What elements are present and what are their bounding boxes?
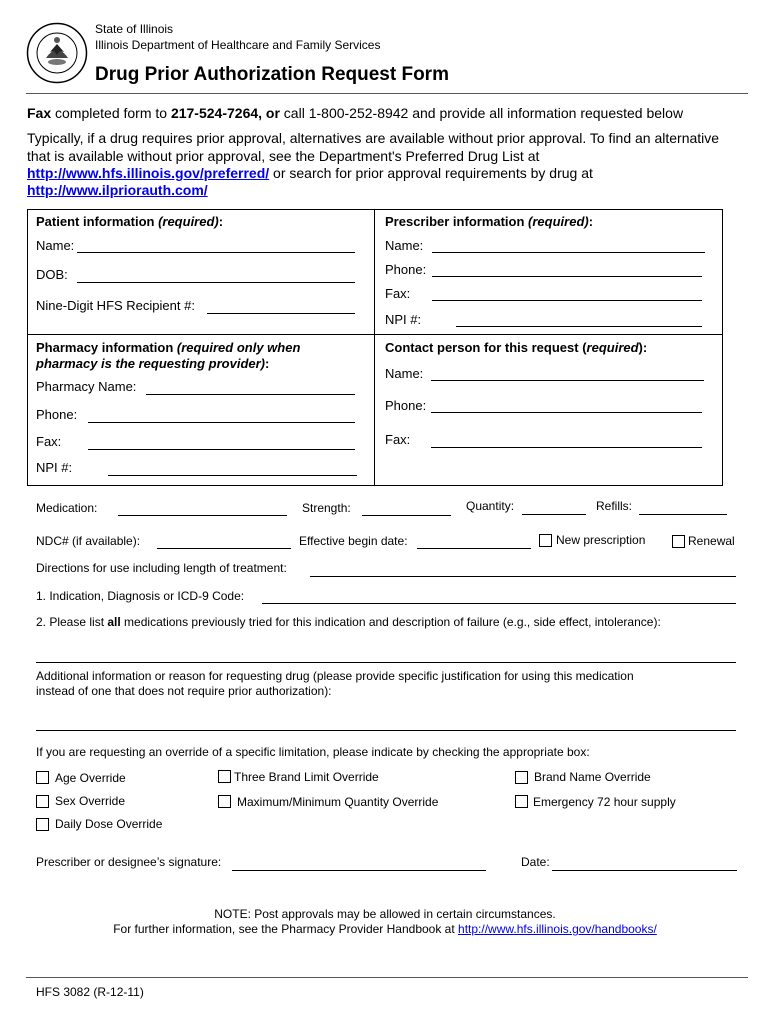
sex-override-label: Sex Override (55, 794, 126, 808)
new-prescription-checkbox[interactable] (539, 534, 552, 547)
additional-info-line-2: instead of one that does not require prior authorization): (36, 684, 332, 698)
three-brand-limit-checkbox[interactable] (218, 770, 231, 783)
pharmacy-phone-label: Phone: (36, 407, 78, 422)
note-line-2: For further information, see the Pharmacy Provider Handbook at http://www.hfs.illinois.gov/handbooks/ (113, 922, 657, 936)
override-intro: If you are requesting an override of a specific limitation, please indicate by checking the appropriate box: (36, 745, 590, 759)
directions-field[interactable] (310, 576, 736, 577)
intro-line-4 (27, 182, 208, 198)
handbook-link[interactable]: http://www.hfs.illinois.gov/handbooks/ (458, 922, 657, 936)
three-brand-limit-label: Three Brand Limit Override (234, 770, 379, 784)
prescriber-fax-field[interactable] (432, 300, 702, 301)
state-name: State of Illinois (95, 22, 174, 36)
max-min-quantity-label: Maximum/Minimum Quantity Override (237, 795, 439, 809)
prescriber-name-label: Name: (385, 238, 424, 253)
prescriber-phone-field[interactable] (432, 276, 702, 277)
pharmacy-heading-line-1: Pharmacy information (required only when (36, 340, 301, 355)
prescriber-phone-label: Phone: (385, 262, 427, 277)
prescriber-npi-label: NPI #: (385, 312, 422, 327)
patient-name-field[interactable] (77, 252, 355, 253)
renewal-label: Renewal (688, 534, 735, 548)
age-override-label: Age Override (55, 771, 126, 785)
previous-medications-label: 2. Please list all medications previously tried for this indication and description of failure (e.g., side effect, intolerance): (36, 615, 661, 629)
age-override-checkbox[interactable] (36, 771, 49, 784)
brand-name-override-label: Brand Name Override (534, 770, 651, 784)
daily-dose-override-checkbox[interactable] (36, 818, 49, 831)
signature-label: Prescriber or designee’s signature: (36, 855, 222, 869)
intro-line-1: Typically, if a drug requires prior approval, alternatives are available without prior approval. To find an alternative (27, 130, 720, 146)
effective-date-label: Effective begin date: (299, 534, 408, 548)
pharmacy-heading-line-2: pharmacy is the requesting provider): (36, 356, 270, 371)
emergency-supply-label: Emergency 72 hour supply (533, 795, 676, 809)
prescriber-heading: Prescriber information (required): (385, 214, 594, 229)
intro-line-2: that is available without prior approval, see the Department's Preferred Drug List at (27, 148, 540, 164)
patient-recipient-label: Nine-Digit HFS Recipient #: (36, 298, 195, 313)
date-field[interactable] (552, 870, 737, 871)
footer-rule (26, 977, 748, 978)
contact-name-field[interactable] (431, 380, 704, 381)
contact-phone-label: Phone: (385, 398, 427, 413)
state-seal (26, 22, 88, 84)
contact-phone-field[interactable] (431, 412, 702, 413)
contact-name-label: Name: (385, 366, 424, 381)
previous-medications-field[interactable] (36, 662, 736, 663)
patient-heading: Patient information (required): (36, 214, 224, 229)
patient-dob-label: DOB: (36, 267, 68, 282)
pharmacy-phone-field[interactable] (88, 422, 355, 423)
pharmacy-fax-field[interactable] (88, 449, 355, 450)
pharmacy-name-field[interactable] (146, 394, 355, 395)
ndc-field[interactable] (157, 548, 291, 549)
info-box-horizontal-divider (27, 334, 722, 335)
renewal-checkbox[interactable] (672, 535, 685, 548)
prescriber-name-field[interactable] (432, 252, 705, 253)
effective-date-field[interactable] (417, 548, 531, 549)
brand-name-override-checkbox[interactable] (515, 771, 528, 784)
strength-field[interactable] (362, 515, 451, 516)
ndc-label: NDC# (if available): (36, 534, 141, 548)
quantity-label: Quantity: (466, 499, 515, 513)
additional-info-line-1: Additional information or reason for requesting drug (please provide specific justification for using this medication (36, 669, 634, 683)
department-name: Illinois Department of Healthcare and Family Services (95, 38, 381, 52)
prescriber-npi-field[interactable] (456, 326, 702, 327)
medication-label: Medication: (36, 501, 98, 515)
signature-field[interactable] (232, 870, 486, 871)
pharmacy-npi-label: NPI #: (36, 460, 73, 475)
contact-fax-field[interactable] (431, 447, 702, 448)
directions-label: Directions for use including length of treatment: (36, 561, 287, 575)
preferred-drug-list-link[interactable]: http://www.hfs.illinois.gov/preferred/ (27, 165, 270, 181)
pharmacy-npi-field[interactable] (108, 475, 357, 476)
additional-info-field[interactable] (36, 730, 736, 731)
patient-dob-field[interactable] (77, 282, 355, 283)
fax-instructions: Fax completed form to 217-524-7264, or call 1-800-252-8942 and provide all information requested below (27, 105, 684, 121)
medication-field[interactable] (118, 515, 287, 516)
prescriber-fax-label: Fax: (385, 286, 411, 301)
refills-field[interactable] (639, 514, 727, 515)
intro-line-3: http://www.hfs.illinois.gov/preferred/ or search for prior approval requirements by drug at (27, 165, 593, 181)
quantity-field[interactable] (522, 514, 586, 515)
daily-dose-override-label: Daily Dose Override (55, 817, 163, 831)
form-id: HFS 3082 (R-12-11) (36, 985, 144, 999)
refills-label: Refills: (596, 499, 633, 513)
ilpriorauth-link[interactable]: http://www.ilpriorauth.com/ (27, 182, 208, 198)
info-box-vertical-divider (374, 209, 375, 485)
indication-field[interactable] (262, 603, 736, 604)
title-rule (26, 93, 748, 94)
new-prescription-label: New prescription (556, 533, 646, 547)
page-title: Drug Prior Authorization Request Form (95, 64, 449, 85)
contact-heading: Contact person for this request (required): (385, 340, 648, 355)
max-min-quantity-checkbox[interactable] (218, 795, 231, 808)
sex-override-checkbox[interactable] (36, 795, 49, 808)
pharmacy-name-label: Pharmacy Name: (36, 379, 137, 394)
patient-recipient-field[interactable] (207, 313, 355, 314)
patient-name-label: Name: (36, 238, 75, 253)
pharmacy-fax-label: Fax: (36, 434, 62, 449)
note-line-1: NOTE: Post approvals may be allowed in certain circumstances. (214, 907, 556, 921)
contact-fax-label: Fax: (385, 432, 411, 447)
strength-label: Strength: (302, 501, 351, 515)
date-label: Date: (521, 855, 550, 869)
indication-label: 1. Indication, Diagnosis or ICD-9 Code: (36, 589, 245, 603)
emergency-supply-checkbox[interactable] (515, 795, 528, 808)
